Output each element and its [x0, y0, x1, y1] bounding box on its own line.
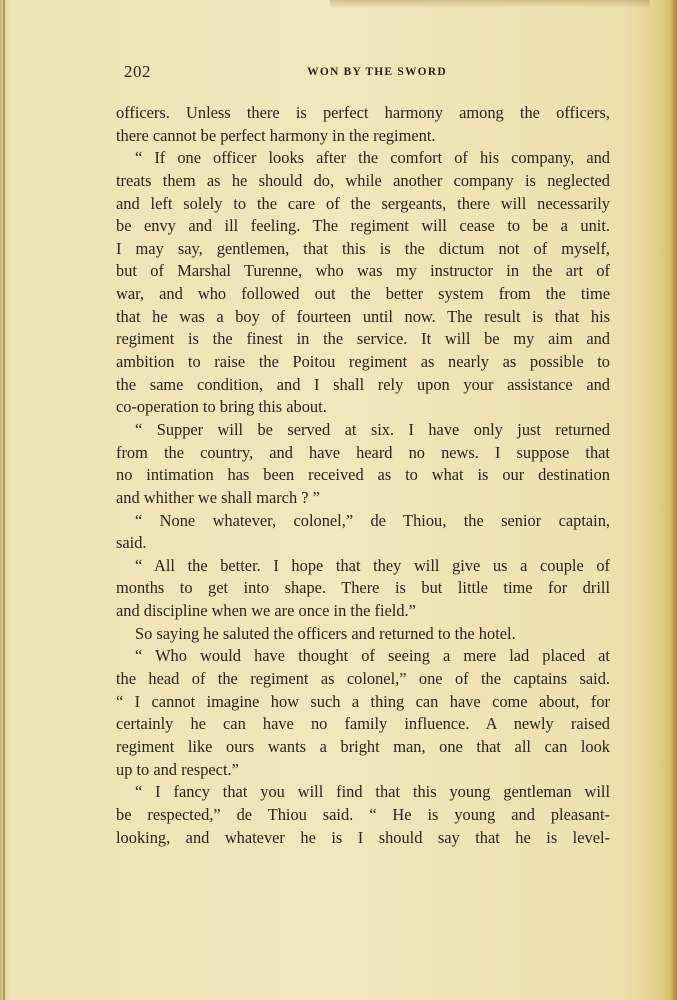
text-line: and left solely to the care of the sergeants, there will necessarily [116, 193, 610, 213]
text-line: there cannot be perfect harmony in the regiment. [116, 125, 436, 145]
body-text [116, 102, 610, 849]
text-line: So saying he saluted the officers and returned to the hotel. [135, 623, 516, 643]
text-line: “ I fancy that you will find that this young gentleman will [135, 782, 610, 802]
page-binding-edge [3, 0, 5, 1000]
text-line: “ Supper will be served at six. I have only just returned [135, 419, 610, 439]
text-line: the head of the regiment as colonel,” one of the captains said. [116, 669, 610, 689]
text-line: said. [116, 533, 147, 553]
text-line: “ All the better. I hope that they will give us a couple of [135, 555, 610, 575]
text-line: the same condition, and I shall rely upon your assistance and [116, 374, 610, 394]
page-number: 202 [124, 62, 151, 81]
text-line: treats them as he should do, while another company is neglected [116, 170, 610, 190]
text-line: and whither we shall march ? ” [116, 487, 320, 507]
book-title: WON BY THE SWORD [307, 66, 447, 78]
text-line: certainly he can have no family influence. A newly raised [116, 714, 610, 734]
text-line: war, and who followed out the better system from the time [116, 284, 610, 304]
text-line: ambition to raise the Poitou regiment as nearly as possible to [116, 352, 610, 372]
text-line: “ Who would have thought of seeing a mere lad placed at [135, 646, 610, 666]
text-line: “ None whatever, colonel,” de Thiou, the senior captain, [135, 510, 610, 530]
text-line: co-operation to bring this about. [116, 397, 327, 417]
text-line: be envy and ill feeling. The regiment will cease to be a unit. [116, 216, 610, 236]
page-shadow [330, 0, 650, 8]
text-line: but of Marshal Turenne, who was my instructor in the art of [116, 261, 610, 281]
text-line: looking, and whatever he is I should say that he is level- [116, 827, 610, 847]
text-line: be respected,” de Thiou said. “ He is young and pleasant- [116, 804, 610, 824]
text-line: no intimation has been received as to what is our destination [116, 465, 610, 485]
running-head [124, 62, 610, 84]
text-line: officers. Unless there is perfect harmony among the officers, [116, 103, 610, 122]
text-line: regiment is the finest in the service. It will be my aim and [116, 329, 610, 349]
text-line: up to and respect.” [116, 759, 239, 779]
text-line: “ If one officer looks after the comfort of his company, and [135, 148, 610, 168]
text-line: regiment like ours wants a bright man, one that all can look [116, 736, 610, 756]
text-line: and discipline when we are once in the field.” [116, 601, 416, 621]
text-line: “ I cannot imagine how such a thing can have come about, for [116, 691, 610, 711]
text-line: I may say, gentlemen, that this is the dictum not of myself, [116, 238, 610, 258]
text-line: months to get into shape. There is but little time for drill [116, 578, 610, 598]
text-line: from the country, and have heard no news. I suppose that [116, 442, 610, 462]
text-line: that he was a boy of fourteen until now. The result is that his [116, 306, 610, 326]
